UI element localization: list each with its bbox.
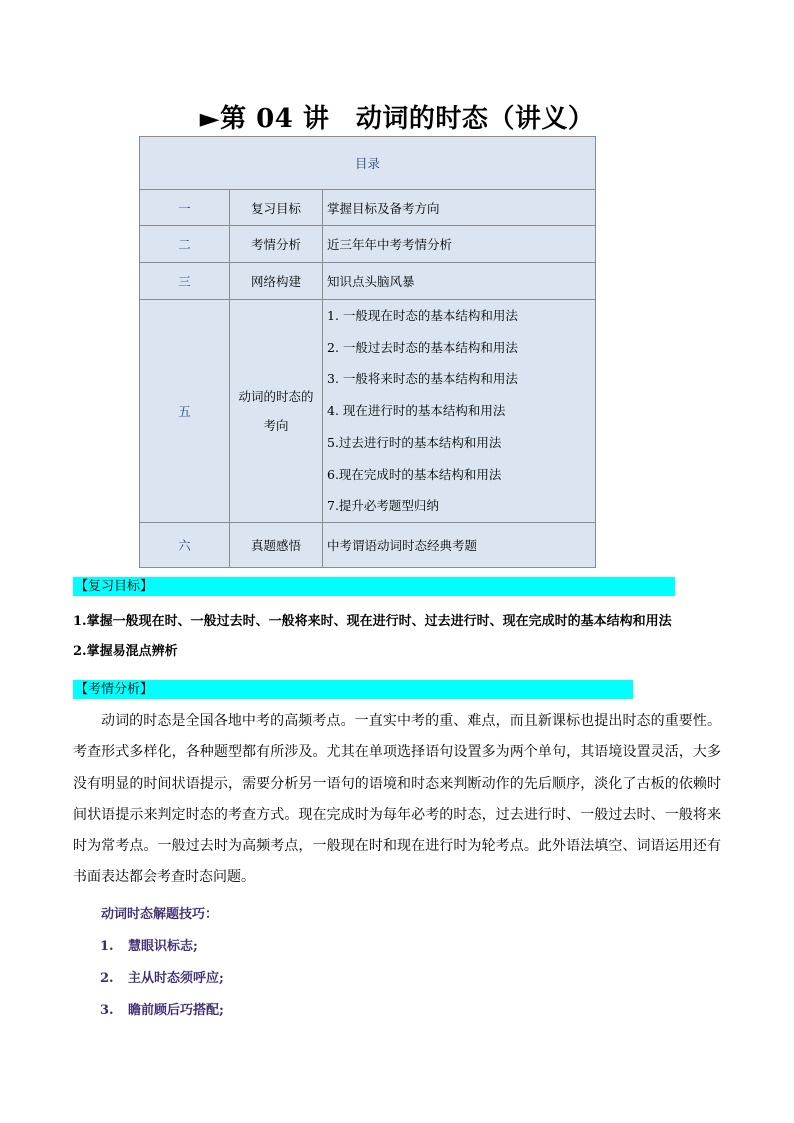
toc-row [140,226,596,263]
toc-row-number: 五 [140,300,230,523]
toc-subitem: 7.提升必考题型归纳 [327,498,439,514]
tip-item [100,967,224,986]
toc-subitems [323,300,596,523]
tip-number: 1. [100,939,114,954]
toc-row-number: 一 [140,190,230,226]
tip-number: 2. [100,971,114,986]
toc-row-name: 复习目标 [230,190,323,226]
toc-subitem: 2. 一般过去时态的基本结构和用法 [327,339,518,355]
toc-heading: 目录 [140,137,596,190]
toc-row [140,300,596,523]
toc-row-name: 动词的时态的考向 [230,300,323,523]
toc-subitem: 1. 一般现在时态的基本结构和用法 [327,308,518,323]
toc-row-desc: 掌握目标及备考方向 [323,190,596,226]
review-section-label: 【复习目标】 [73,577,675,596]
toc-row [140,263,596,300]
toc-row [140,190,596,226]
toc-header-row [140,137,596,190]
toc-row [140,522,596,567]
toc-row-desc: 近三年年中考考情分析 [323,226,596,263]
toc-subitem: 5.过去进行时的基本结构和用法 [327,434,502,450]
toc-subitem: 4. 现在进行时的基本结构和用法 [327,403,506,419]
toc-subitem: 6.现在完成时的基本结构和用法 [327,466,502,482]
toc-row-name: 考情分析 [230,226,323,263]
tips-heading: 动词时态解题技巧： [101,907,219,922]
tip-item [100,999,224,1018]
review-item: 1.掌握一般现在时、一般过去时、一般将来时、现在进行时、过去进行时、现在完成时的基本结构和用法 [73,614,672,629]
review-item: 2.掌握易混点辨析 [73,644,178,659]
tip-text: 主从时态须呼应; [128,971,224,986]
tip-number: 3. [100,1003,114,1018]
toc-row-number: 六 [140,522,230,567]
toc-row-desc: 知识点头脑风暴 [323,263,596,300]
toc-row-number: 三 [140,263,230,300]
toc-subitem: 3. 一般将来时态的基本结构和用法 [327,371,518,387]
tip-item [100,935,198,954]
analysis-paragraph: 动词的时态是全国各地中考的高频考点。一直实中考的重、难点，而且新课标也提出时态的重要性。考查形式多样化，各种题型都有所涉及。尤其在单项选择语句设置多为两个单句，其语境设置灵活，大多没有明显的时间状语提示，需要分析另一语句的语境和时态来判断动作的先后顺序，淡化了古板的依赖时间状语提示来判定时态的考查方式。现在完成时为每年必考的时态，过去进行时、一般过去时、一般将来时为常考点。一般过去时为高频考点，一般现在时和现在进行时为轮考点。此外语法填空、词语运用还有书面表达都会考查时态问题。 [73,713,721,886]
toc-row-number: 二 [140,226,230,263]
toc-table [139,136,596,568]
tip-text: 慧眼识标志; [128,939,198,954]
toc-row-desc: 中考谓语动词时态经典考题 [323,522,596,567]
document-title: ►第 04 讲 动词的时态（讲义） [199,104,595,134]
toc-row-name: 网络构建 [230,263,323,300]
analysis-section-label: 【考情分析】 [73,680,633,699]
toc-row-name: 真题感悟 [230,522,323,567]
tip-text: 瞻前顾后巧搭配; [128,1003,224,1018]
